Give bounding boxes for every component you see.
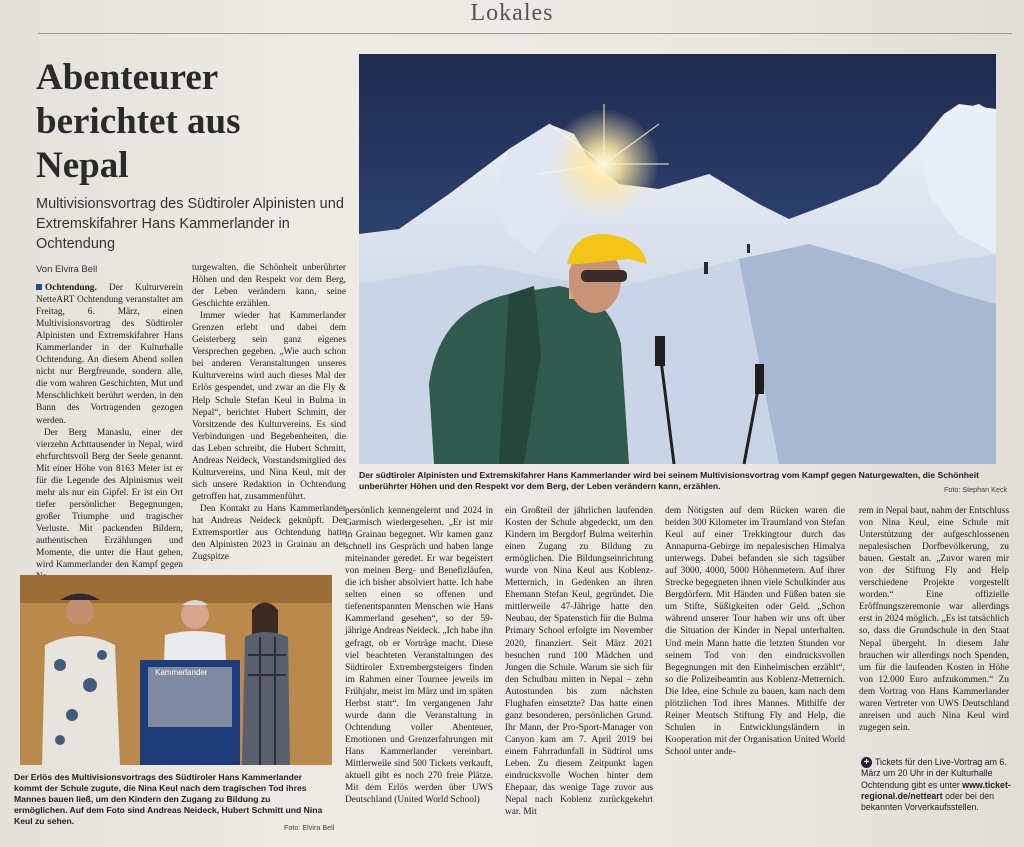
- article-column-2: [192, 262, 346, 570]
- group-photo-caption: Der Erlös des Multivisionsvortrags des Südtiroler Hans Kammerlander kommt der Schule zugute, die Nina Keul nach dem tragischen Tod ihres Mannes bauen ließ, um den Kindern den Zugang zu Bildung zu ermöglichen. Auf dem Foto sind Andreas Neideck, Hubert Schmitt und Nina Keul zu sehen.: [14, 772, 323, 826]
- paragraph: Immer wieder hat Kammerlander Grenzen erlebt und dabei dem Geisterberg sein ganz eigenes Versprechen gegeben. „Wie auch schon bei anderen Veranstaltungen unseres Kulturvereins wird auch dieses Mal der Erlös gespendet, und zwar an die Fly & Help Schule Stefan Keul in Bulma in Nepal“, berichtet Hubert Schmitt, der Vorsitzende des Kulturvereins. Es sind Verbindungen und Begebenheiten, die das Leben schreibt, die Hubert Schmitt, Andreas Neideck, Vorstandsmitglied des Kulturvereins, und Nina Keul, mit der sich unsere Redaktion in Ochtendung getroffen hat, zusammenführt.: [192, 311, 346, 502]
- paragraph: Der Berg Manaslu, einer der vierzehn Achttausender in Nepal, wird ehrfurchtsvoll Berg der Seele genannt. Mit einer Höhe von 8163 Meter ist er für die Legende des Alpinismus weit mehr als nur ein Gipfel. Er ist ein Ort tiefer persönlicher Begegnungen, großer Triumphe und tragischer Verluste. Mit packenden Bildern, authentischen Erzählungen und Momente, die unter die Haut gehen, wird Kammerlander den Kampf gegen: [36, 427, 183, 571]
- article-column-6: [859, 505, 1009, 755]
- header-rule: [38, 33, 1012, 34]
- ticket-info-text: Tickets für den Live-Vortrag am 6. März um 20 Uhr in der Kulturhalle Ochtendung gibt es unter: [861, 757, 1007, 790]
- paragraph: ein Großteil der jährlichen laufenden Kosten der Schule abgedeckt, um den Kindern im Bergdorf Bulma weiterhin einen Zugang zu Bildung zu ermöglichen. Die Bildungseinrichtung wurde von Nina Keul aus Koblenz-Metternich, in Gedenken an ihren Ehemann Stefan Keul, gegründet. Die mittlerweile 47-Jährige hatte den Neubau, der Spatenstich für die Bulma Primary School erfolgte im November 2020, finanziert. Seit März 2021 besuchen rund 100 Mädchen und Jungen die Schule. Warum sie sich für den Schulbau mitten in Nepal – zehn Autostunden bis zum nächsten Flughafen einsetzte? Das hatte einen ganz besonderen, persönlichen Grund. Ihr Mann, der Pro-Sport-Manager von Canyon kam am 7. April 2019 bei einem Fahrradunfall in Südtirol ums Leben. Zu diesem Zeitpunkt lagen eindrucksvolle Wochen hinter dem Ehepaar, das wenige Tage zuvor aus Nepal nach Koblenz zurückgekehrt war. Mit: [505, 506, 653, 818]
- mountain-photo-icon: [359, 54, 996, 464]
- paragraph: persönlich kennengelernt und 2024 in Garmisch wiedergesehen. „Er ist mir in Grainau begegnet. Wir kamen ganz schnell ins Gespräch und haben lange miteinander geredet. Er war begeistert von meinen Berg- und Benefizläufen, die ich bisher absolviert hatte. Ich habe selten einen so offenen und tiefenentspannten Menschen wie Hans Kammerland gesehen“, so der 59-jährige Andreas Neideck. „Ich habe ihn gefragt, ob er Vorträge macht. Diese viel beachteten Veranstaltungen des Südtiroler Extrembergsteigers finden im Rahmen einer Tournee jeweils im Frühjahr, meist im März und im späten Herbst statt“. Im vergangenen Jahr wurde dann die Veranstaltung in Ochtendung voller Abenteuer, Emotionen und Grenzerfahrungen mit Hans Kammerlander vereinbart. Mittlerweile sind 500 Tickets verkauft, aktuell gibt es noch 270 freie Plätze. Mit dem Erlös werden über UWS Deutschland (United World School): [345, 506, 493, 806]
- group-photo-credit: Foto: Elvira Bell: [284, 823, 335, 832]
- article-column-5: [665, 505, 845, 842]
- group-photo: [20, 575, 332, 765]
- paragraph: [36, 282, 183, 427]
- ticket-info-tail: oder bei den bekannten Vorverkaufsstellen.: [861, 790, 995, 813]
- article-column-1: [36, 282, 183, 570]
- dateline: Ochtendung.: [45, 283, 97, 293]
- ticket-info-box: [861, 757, 1011, 813]
- poster-label: Kammerlander: [155, 668, 208, 677]
- headline: Abenteurer berichtet aus Nepal: [36, 57, 241, 186]
- paragraph: turgewalten, die Schönheit unberührter Höhen und den Respekt vor dem Berg, der Leben verändern kann, seine Geschichte erzählen.: [192, 263, 346, 310]
- main-photo-caption: Der südtiroler Alpinisten und Extremskifahrer Hans Kammerlander wird bei seinem Multivisionsvortrag vom Kampf gegen Naturgewalten, die Schönheit unberührter Höhen und den Respekt vor dem Berg, der Leben verändern kann, erzählen.: [359, 470, 980, 491]
- article-column-4: [505, 505, 653, 842]
- paragraph-text: Der Kulturverein NetteART Ochtendung veranstaltet am Freitag, 6. März, einen Multivisionsvortrag des Südtiroler Alpinisten und Extremskifahrer Hans Kammerlander in der Kulturhalle Ochtendung. An diesem Abend sollen nicht nur Bergfreunde, sondern alle, die vom wahren Geschichten, Mut und Menschlichkeit berührt werden, in den Bann des Vortragenden gezogen werden.: [36, 283, 183, 426]
- plus-icon: +: [861, 757, 872, 768]
- subheadline: Multivisionsvortrag des Südtiroler Alpinisten und Extremskifahrer Hans Kammerlander in Ochtendung: [36, 196, 344, 252]
- article-column-3: [345, 505, 493, 842]
- byline: Von Elvira Bell: [36, 264, 98, 275]
- paragraph: rem in Nepal baut, nahm der Entschluss von Nina Keul, eine Schule mit Unterstützung der aufgeschlossenen nepalesischen Dorfbevölkerung, zu bauen. Gestalt an. „Zuvor waren mir von der Stiftung Fly and Help verschiedene Projekte vorgestellt worden.“ Eine offizielle Eröffnungszeremonie war allerdings erst in 2024 möglich. „Es ist tatsächlich so, dass die Grundschule in den Staat Nepal übergeht. In diesem Jahr brauchen wir allerdings noch Spenden, um für die laufenden Kosten in Höhe von 12.000 Euro aufzukommen.“ Zu dem Vortrag von Hans Kammerlander waren Vertreter von UWS Deutschland anreisen und auch Nina Keul wird zugegen sein.: [859, 506, 1009, 733]
- section-marker-icon: [36, 284, 42, 290]
- paragraph: dem Nötigsten auf dem Rücken waren die beiden 300 Kilometer im Traumland von Stefan Keul auf einer Trekkingtour durch das Annapurna-Gebirge im nepalesischen Himalya unterwegs. Dabei befanden sie sich tagsüber auf 3000, 4000, 5000 Höhenmetern. Auf ihrer Strecke begegneten ihnen viele Schulkinder aus Bergdörfern. Mit Händen und Füßen baten sie um Stifte, Süßigkeiten oder Geld. „Schon während unserer Tour haben wir uns oft über die Situation der Kinder in Nepal unterhalten. Und mein Mann hatte die letzten Stunden vor seinem Tod von den eindrucksvollen Begegnungen mit den Einheimischen erzählt“, so die Polizeibeamtin aus Koblenz-Metternich. Die Idee, eine Schule zu bauen, kam nach dem plötzlichen Tod ihres Mannes. Mithilfe der Reiner Meutsch Stiftung Fly and Help, die Schulen in Entwicklungsländern in Kooperation mit der Organisation United World School unter ande-: [665, 506, 845, 757]
- paragraph: Den Kontakt zu Hans Kammerlander hat Andreas Neideck geknüpft. Der Extremsportler aus Ochtendung hatte den Alpinisten 2023 in Grainau an der Zugspitze: [192, 503, 346, 563]
- ticket-url-link[interactable]: www.ticket-regional.de/netteart: [861, 779, 1011, 801]
- main-photo-credit: Foto: Stephan Keck: [944, 485, 1008, 494]
- group-photo-icon: [20, 575, 332, 765]
- main-photo-mountaineer: [359, 54, 996, 464]
- section-title: Lokales: [470, 0, 554, 26]
